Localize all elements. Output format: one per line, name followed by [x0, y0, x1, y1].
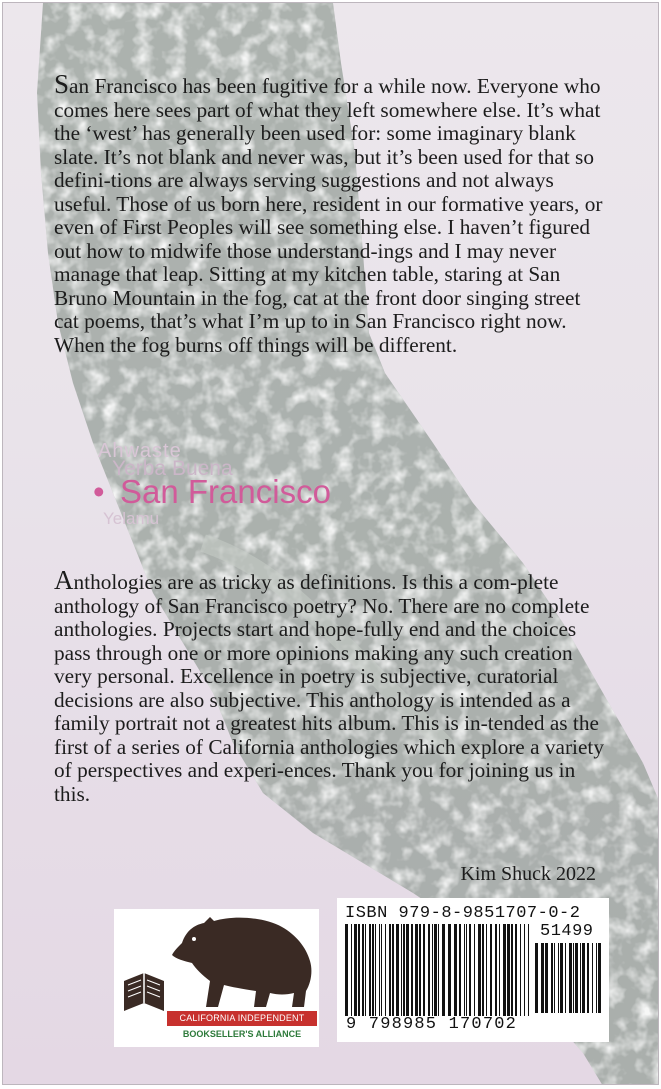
- barcode-bar: [438, 924, 439, 1016]
- barcode-bar: [490, 924, 492, 1016]
- barcode-bar: [381, 924, 382, 1016]
- intro-paragraph: [54, 69, 606, 357]
- anthology-paragraph: [54, 565, 606, 806]
- barcode-bar: [345, 924, 348, 1016]
- barcode-bar: [459, 924, 461, 1016]
- bookseller-alliance-logo: [114, 909, 319, 1047]
- bear-with-book-icon: [114, 909, 319, 1013]
- map-label-san-francisco: San Francisco: [120, 473, 331, 510]
- barcode-bar: [401, 924, 402, 1016]
- barcode-bar: [478, 924, 481, 1016]
- barcode-bar: [466, 924, 467, 1016]
- barcode-bar: [598, 943, 601, 1013]
- barcode-bar: [551, 943, 553, 1013]
- barcode-bar: [474, 924, 475, 1016]
- book-back-cover: [2, 2, 659, 1085]
- barcode-bar: [396, 924, 399, 1016]
- barcode-bar: [545, 943, 548, 1013]
- barcode-bar: [454, 924, 457, 1016]
- ean-barcode-bars: [345, 924, 531, 1016]
- barcode-bar: [423, 924, 425, 1016]
- barcode-bar: [569, 943, 572, 1013]
- barcode-bar: [582, 943, 585, 1013]
- logo-banner-line2: BOOKSELLER'S ALLIANCE: [182, 1029, 302, 1039]
- barcode-bar: [486, 924, 487, 1016]
- barcode-bar: [411, 924, 413, 1016]
- barcode-bar: [448, 924, 451, 1016]
- barcode-bar: [515, 924, 517, 1016]
- barcode-bar: [573, 943, 574, 1013]
- anthology-paragraph-text: nthologies are as tricky as definitions. Is this a com-plete anthology of San Francisco poetry? No. There are no complete anthologies. Projects start and hope-fully end and the choices pass through one or more opinions making any such creation very personal. Excellence in poetry is subjective, curatorial decisions are also subjective. This anthology is intended as a family portrait not a greatest hits album. This is in-tended as the first of a series of California anthologies which explore a variety of perspectives and experi-ences. Thank you for joining us in this.: [54, 570, 604, 806]
- logo-banner-line1: CALIFORNIA INDEPENDENT: [167, 1011, 317, 1026]
- dropcap-a: A: [54, 565, 74, 595]
- barcode-bar: [541, 943, 544, 1013]
- barcode-bar: [375, 924, 376, 1016]
- barcode-bar: [558, 943, 559, 1013]
- barcode-bar: [428, 924, 430, 1016]
- barcode-bar: [389, 924, 391, 1016]
- barcode-bar: [575, 943, 578, 1013]
- barcode-bar: [392, 924, 394, 1016]
- barcode-bar: [379, 924, 380, 1016]
- barcode-bar: [507, 924, 510, 1016]
- isbn-label: ISBN 979-8-9851707-0-2: [345, 904, 581, 923]
- barcode-bar: [403, 924, 405, 1016]
- barcode-bar: [362, 924, 364, 1016]
- barcode-bar: [554, 943, 555, 1013]
- barcode-bar: [442, 924, 445, 1016]
- intro-paragraph-text: an Francisco has been fugitive for a while now. Everyone who comes here sees part of what they left somewhere else. It’s what the ‘west’ has generally been used for: some imaginary blank slate. It’s not blank and never was, but it’s been used for that so defini-tions are always serving suggestions and not always useful. Those of us born here, resident in our formative years, or even of First Peoples will see something else. I haven’t figured out how to midwife those understand-ings and I may never manage that leap. Sitting at my kitchen table, staring at San Bruno Mountain in the fog, cat at the front door singing street cat poems, that’s what I’m up to in San Francisco right now. When the fog burns off things will be different.: [54, 74, 603, 357]
- barcode-bar: [358, 924, 360, 1016]
- barcode-bar: [369, 924, 371, 1016]
- dropcap-s: S: [54, 69, 70, 99]
- map-label-yelamu: Yelamu: [103, 509, 160, 528]
- barcode-bar: [592, 943, 593, 1013]
- barcode-bar: [528, 924, 529, 1016]
- barcode-bar: [511, 924, 513, 1016]
- barcode-bar: [565, 943, 566, 1013]
- barcode-bar: [434, 924, 437, 1016]
- barcode-bar: [432, 924, 433, 1016]
- barcode-bar: [596, 943, 597, 1013]
- barcode-bar: [464, 924, 465, 1016]
- map-label-ahwaste: Ahwaste: [98, 440, 182, 462]
- barcode-bar: [499, 924, 500, 1016]
- isbn-barcode: [337, 898, 609, 1042]
- barcode-bar: [354, 924, 357, 1016]
- barcode-bar: [587, 943, 589, 1013]
- barcode-bar: [385, 924, 386, 1016]
- barcode-bar: [535, 943, 538, 1013]
- author-signature: Kim Shuck 2022: [460, 863, 596, 885]
- barcode-bar: [495, 924, 497, 1016]
- barcode-bar: [372, 924, 374, 1016]
- map-label-yerba-buena: Yerba Buena: [112, 457, 233, 480]
- price-code: 51499: [540, 922, 594, 941]
- map-location-dot: •: [93, 473, 105, 510]
- barcode-bar: [415, 924, 418, 1016]
- barcode-bar: [520, 924, 521, 1016]
- barcode-bar: [482, 924, 484, 1016]
- ean-digits: 9 798985 170702: [346, 1015, 518, 1034]
- barcode-bar: [351, 924, 352, 1016]
- price-addon-bars: [535, 943, 601, 1013]
- barcode-bar: [560, 943, 563, 1013]
- barcode-bar: [524, 924, 525, 1016]
- barcode-bar: [419, 924, 421, 1016]
- barcode-bar: [365, 924, 366, 1016]
- barcode-bar: [503, 924, 506, 1016]
- barcode-bar: [406, 924, 409, 1016]
- barcode-bar: [580, 943, 581, 1013]
- barcode-bar: [469, 924, 471, 1016]
